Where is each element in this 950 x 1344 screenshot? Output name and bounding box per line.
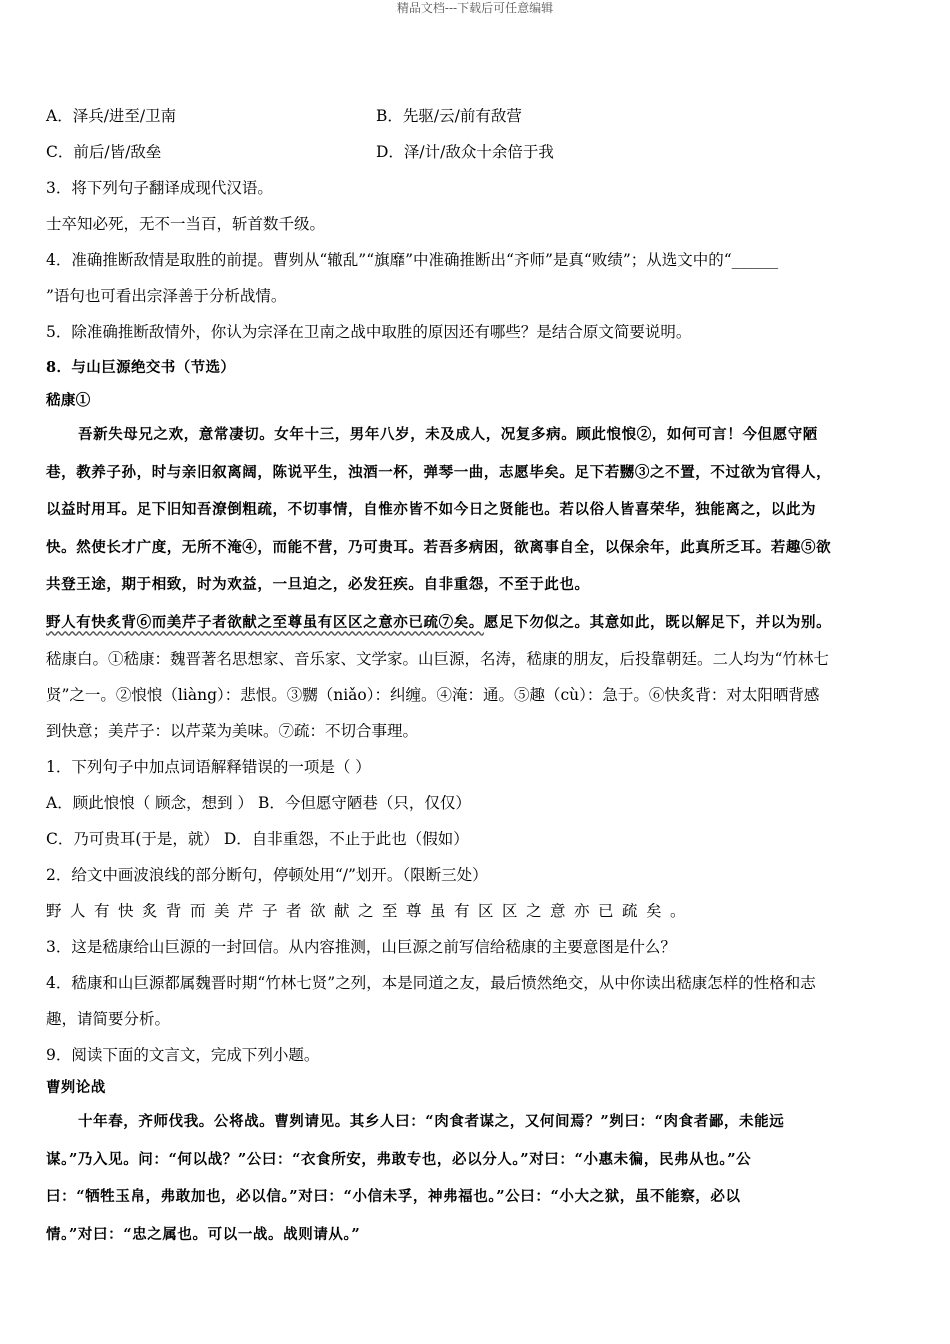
s8-question-2: 2．给文中画波浪线的部分断句，停顿处用“/”划开。（限断三处） [46, 866, 488, 884]
passage-9-line-4: 情。”对曰：“忠之属也。可以一战。战则请从。” [46, 1225, 361, 1243]
page-header: 精品文档---下载后可任意编辑 [396, 1, 554, 15]
s8-question-2-text: 野人有快炙背而美芹子者欲献之至尊虽有区区之意亦已疏矣。 [46, 902, 695, 920]
passage-9-line-1: 十年春，齐师伐我。公将战。曹刿请见。其乡人曰：“肉食者谋之，又何间焉？”刿曰：“肉食者鄙，未能远 [78, 1113, 785, 1130]
s8-question-1-ab: A．顾此悢悢（ 顾念，想到 ） B．今但愿守陋巷（只，仅仅） [46, 794, 471, 812]
notes-line-2: 贤”之一。②悢悢（liàng）：悲恨。③嬲（niǎo）：纠缠。④淹：通。⑤趣（cù）：急于。⑥快炙背：对太阳晒背感 [46, 686, 820, 704]
passage-9-line-2: 谋。”乃入见。问：“何以战？”公曰：“衣食所安，弗敢专也，必以分人。”对曰：“小惠未徧，民弗从也。”公 [46, 1150, 752, 1168]
wavy-underlined-text: 野人有快炙背⑥而美芹子者欲献之至尊虽有区区之意亦已疏⑦矣。 [46, 613, 484, 631]
passage-8-tail: 愿足下勿似之。其意如此，既以解足下，并以为别。 [483, 613, 832, 631]
document-body [46, 98, 908, 1253]
s8-question-1: 1．下列句子中加点词语解释错误的一项是（ ） [46, 758, 371, 776]
option-a: A．泽兵/进至/卫南 [46, 107, 177, 125]
s8-question-4-line-1: 4．嵇康和山巨源都属魏晋时期“竹林七贤”之列，本是同道之友，最后愤然绝交，从中你读出嵇康怎样的性格和志 [46, 974, 816, 992]
question-4-line-2: ”语句也可看出宗泽善于分析战情。 [46, 287, 287, 305]
passage-8-line-4: 快。然使长才广度，无所不淹④，而能不营，乃可贵耳。若吾多病困，欲离事自全，以保余年，此真所乏耳。若趣⑤欲 [46, 538, 832, 556]
option-d: D．泽/计/敌众十余倍于我 [376, 143, 554, 161]
question-5: 5．除准确推断敌情外，你认为宗泽在卫南之战中取胜的原因还有哪些？是结合原文简要说明。 [46, 323, 692, 341]
s8-question-4-line-2: 趣，请简要分析。 [46, 1010, 171, 1028]
options-row-ab [46, 98, 908, 134]
section-9-title: 9．阅读下面的文言文，完成下列小题。 [46, 1046, 320, 1064]
option-c: C．前后/皆/敌垒 [46, 143, 162, 161]
options-row-cd [46, 134, 908, 170]
question-4-line-1: 4．准确推断敌情是取胜的前提。曹刿从“辙乱”“旗靡”中准确推断出“齐师”是真“败绩”；从选文中的“______ [46, 251, 779, 269]
option-b: B．先驱/云/前有敌营 [376, 107, 522, 125]
question-3-sentence: 士卒知必死，无不一当百，斩首数千级。 [46, 215, 326, 233]
section-8-author: 嵇康① [46, 392, 91, 409]
s8-question-3: 3．这是嵇康给山巨源的一封回信。从内容推测，山巨源之前写信给嵇康的主要意图是什么？ [46, 938, 676, 956]
question-3: 3．将下列句子翻译成现代汉语。 [46, 179, 273, 197]
s8-question-1-cd: C．乃可贵耳(于是，就） D．自非重怨，不止于此也（假如） [46, 830, 469, 848]
notes-line-3: 到快意；美芹子：以芹菜为美味。⑦疏：不切合事理。 [46, 722, 419, 740]
section-9-subtitle: 曹刿论战 [46, 1079, 106, 1096]
section-8-title: 8．与山巨源绝交书（节选） [46, 359, 236, 376]
notes-line-1: 嵇康白。①嵇康：魏晋著名思想家、音乐家、文学家。山巨源，名涛，嵇康的朋友，后投靠朝廷。二人均为“竹林七 [46, 650, 829, 668]
passage-9-line-3: 曰：“牺牲玉帛，弗敢加也，必以信。”对曰：“小信未孚，神弗福也。”公曰：“小大之狱，虽不能察，必以 [46, 1188, 741, 1205]
passage-8-line-1: 吾新失母兄之欢，意常凄切。女年十三，男年八岁，未及成人，况复多病。顾此悢悢②，如何可言！今但愿守陋 [78, 426, 818, 443]
passage-8-line-6 [46, 604, 908, 642]
passage-8-line-3: 以益时用耳。足下旧知吾潦倒粗疏，不切事情，自惟亦皆不如今日之贤能也。若以俗人皆喜荣华，独能离之，以此为 [46, 501, 817, 518]
passage-8-line-2: 巷，教养子孙，时与亲旧叙离阔，陈说平生，浊酒一杯，弹琴一曲，志愿毕矣。足下若嬲③之不置，不过欲为官得人， [46, 463, 832, 481]
passage-8-line-5: 共登王途，期于相致，时为欢益，一旦迫之，必发狂疾。自非重怨，不至于此也。 [46, 576, 590, 593]
